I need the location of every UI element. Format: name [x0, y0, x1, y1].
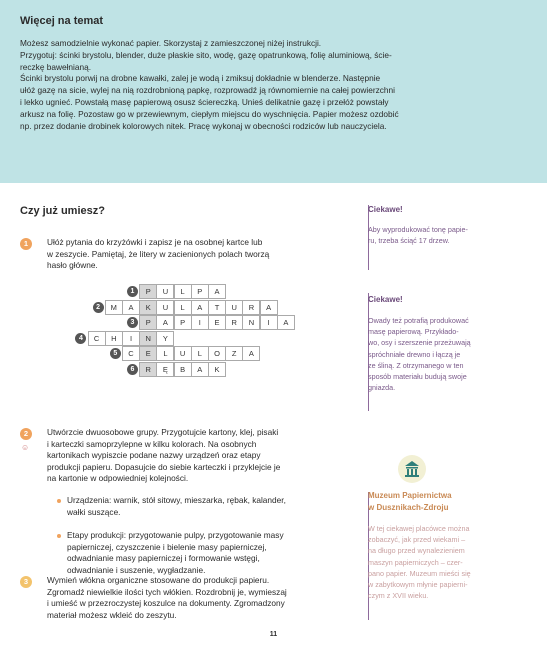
- text-line: Wymień włókna organiczne stosowane do produkcji papieru.: [47, 575, 270, 585]
- text-line: odwadnianie i suszenie, wygładzanie.: [67, 564, 206, 575]
- crossword-cell: Z: [225, 346, 243, 361]
- crossword-cell: L: [156, 346, 174, 361]
- crossword-row: [127, 362, 226, 377]
- task-2-text: [47, 427, 352, 485]
- text-line: W tej ciekawej placówce można: [368, 524, 470, 533]
- crossword-row-number: 2: [93, 302, 104, 313]
- text-line: i karteczki samoprzylepne w kilku kolorach. Na osobnych: [47, 438, 257, 449]
- crossword-cell-highlighted: P: [139, 284, 157, 299]
- text-line: materiał możesz wkleić do zeszytu.: [47, 609, 177, 620]
- text-line: Możesz samodzielnie wykonać papier. Skorzystaj z zamieszczonej niżej instrukcji.: [20, 38, 322, 48]
- text-line: Etapy produkcji: przygotowanie pulpy, przygotowanie masy: [67, 530, 284, 541]
- crossword-cell-highlighted: P: [139, 315, 157, 330]
- crossword-cell: R: [242, 300, 260, 315]
- crossword-cell: P: [191, 284, 209, 299]
- fact-box-3: [368, 490, 528, 601]
- crossword-row-number: 5: [110, 348, 121, 359]
- task-3-text: [47, 575, 352, 621]
- text-line: odwadnianie masy papierniczej i formowanie wstęgi,: [67, 553, 260, 564]
- text-line: zobaczyć, jak przed wiekami –: [368, 535, 466, 545]
- crossword-cell: A: [260, 300, 278, 315]
- crossword-cell: H: [105, 331, 123, 346]
- museum-text: [368, 523, 528, 601]
- fact-box-1: [368, 205, 528, 246]
- crossword-row-number: 4: [75, 333, 86, 344]
- more-info-text: [20, 38, 527, 132]
- text-line: na długo przed wynalezieniem: [368, 546, 465, 556]
- crossword-row: [127, 315, 295, 330]
- crossword-row: [127, 284, 226, 299]
- bullet-dot: [57, 499, 61, 503]
- crossword-cell: R: [225, 315, 243, 330]
- crossword-cell: A: [191, 300, 209, 315]
- crossword-cell: U: [225, 300, 243, 315]
- crossword-cell-highlighted: R: [139, 362, 157, 377]
- text-line: hasło główne.: [47, 260, 98, 271]
- crossword-row-number: 6: [127, 364, 138, 375]
- text-line: sposób materiału budują swoje: [368, 372, 467, 382]
- main-column: [20, 205, 365, 620]
- task-number-badge: 2: [20, 428, 32, 440]
- text-line: np. przez dodanie drobinek kolorowych nitek. Pracę wykonaj w obecności rodziców lub nauczyciela.: [20, 120, 387, 131]
- text-line: i umieść w przezroczystej koszulce na dokumenty. Zgromadzony: [47, 598, 285, 609]
- crossword-cell: A: [191, 362, 209, 377]
- crossword-cell: A: [277, 315, 295, 330]
- crossword-row: [93, 300, 278, 315]
- task-number-badge: 3: [20, 576, 32, 588]
- text-line: Owady też potrafią produkować: [368, 316, 469, 325]
- crossword-cell: A: [122, 300, 140, 315]
- crossword-cell: Ę: [156, 362, 174, 377]
- task-number-badge: 1: [20, 238, 32, 250]
- crossword-row: [110, 346, 261, 361]
- fact-box-2: [368, 295, 528, 393]
- text-line: ułóż gazę na sicie, wylej na nią rozdrobnioną papkę, rozprowadź ją równomiernie na całej powierzchni: [20, 85, 395, 96]
- text-line: i lekko ugnieć. Powstałą masę papierową osusz ściereczką. Unieś delikatnie gazę i przełóż powstały: [20, 96, 389, 107]
- text-line: Utwórzcie dwuosobowe grupy. Przygotujcie kartony, klej, pisaki: [47, 427, 279, 437]
- text-line: spróchniałe drewno i łączą je: [368, 349, 461, 359]
- crossword-row: [75, 331, 174, 346]
- text-line: gniazda.: [368, 383, 396, 393]
- text-line: czym z XVII wieku.: [368, 591, 429, 601]
- text-line: Ułóż pytania do krzyżówki i zapisz je na osobnej kartce lub: [47, 237, 263, 247]
- group-work-icon: ☺: [21, 443, 30, 452]
- text-line: maszyn papierniczych – czer-: [368, 557, 463, 567]
- bullet-dot: [57, 534, 61, 538]
- fact-box-title: Ciekawe!: [368, 205, 403, 214]
- crossword-cell: N: [242, 315, 260, 330]
- text-line: arkusz na folię. Pozostaw go w przewiewnym, ciepłym miejscu do wyschnięcia. Papier możesz ozdobić: [20, 108, 399, 119]
- text-line: kartonikach wypiszcie podane nazwy urządzeń oraz etapy: [47, 450, 261, 461]
- crossword-cell: U: [156, 300, 174, 315]
- crossword-row-number: 1: [127, 286, 138, 297]
- text-line: wałki suszące.: [67, 506, 121, 517]
- crossword-cell: K: [208, 362, 226, 377]
- bullet-list: [67, 495, 357, 577]
- crossword-cell: E: [208, 315, 226, 330]
- crossword-cell-highlighted: K: [139, 300, 157, 315]
- crossword-cell: P: [174, 315, 192, 330]
- crossword-cell: A: [156, 315, 174, 330]
- more-info-box: [0, 0, 547, 183]
- crossword-cell: U: [156, 284, 174, 299]
- text-line: w zeszycie. Pamiętaj, że litery w zacienionych polach tworzą: [47, 248, 270, 259]
- crossword-cell: I: [191, 315, 209, 330]
- more-info-title: Więcej na temat: [20, 15, 104, 27]
- text-line: w zabytkowym młynie papierni-: [368, 580, 468, 590]
- task-1-text: [47, 237, 352, 272]
- text-line: Przygotuj: ścinki brystolu, blender, duże płaskie sito, wodę, gazę opatrunkową, folię aluminiową, ście-: [20, 49, 392, 60]
- crossword-cell: O: [208, 346, 226, 361]
- crossword-cell: L: [174, 284, 192, 299]
- crossword-cell-highlighted: N: [139, 331, 157, 346]
- crossword-row-number: 3: [127, 317, 138, 328]
- page-number: 11: [269, 631, 278, 638]
- crossword-cell: T: [208, 300, 226, 315]
- crossword-cell: L: [191, 346, 209, 361]
- text-line: ze śliną. Z otrzymanego w ten: [368, 360, 464, 370]
- crossword-cell: C: [88, 331, 106, 346]
- crossword-cell: C: [122, 346, 140, 361]
- text-line: na kartonie w odpowiedniej kolejności.: [47, 473, 189, 484]
- museum-title: [368, 490, 528, 514]
- crossword-cell: L: [174, 300, 192, 315]
- bullet-item: [67, 530, 357, 576]
- text-line: wo, osy i szerszenie przeżuwają: [368, 338, 471, 348]
- text-line: produkcji papieru. Dopasujcie do siebie karteczki i przyklejcie je: [47, 461, 281, 472]
- text-line: masę papierową. Przykłado-: [368, 327, 459, 337]
- fact-box-text: [368, 224, 528, 246]
- text-line: papierniczej, czyszczenie i bielenie masy papierniczej,: [67, 541, 267, 552]
- text-line: Aby wyprodukować tonę papie-: [368, 225, 468, 234]
- text-line: Muzeum Papiernictwa: [368, 491, 452, 500]
- museum-building-icon: [398, 455, 426, 483]
- text-line: reczkę bawełnianą.: [20, 61, 92, 72]
- museum-icon: [398, 455, 426, 483]
- crossword-cell: Y: [156, 331, 174, 346]
- fact-box-title: Ciekawe!: [368, 295, 403, 304]
- crossword-cell: A: [208, 284, 226, 299]
- text-line: ru, trzeba ściąć 17 drzew.: [368, 236, 450, 246]
- fact-box-text: [368, 315, 528, 393]
- crossword-cell: I: [260, 315, 278, 330]
- crossword-cell-highlighted: E: [139, 346, 157, 361]
- text-line: Ścinki brystolu porwij na drobne kawałki, zalej je wodą i zmiksuj dokładnie w blenderze. Następnie: [20, 73, 381, 84]
- crossword-cell: A: [242, 346, 260, 361]
- crossword-cell: I: [122, 331, 140, 346]
- text-line: Urządzenia: warnik, stół sitowy, mieszarka, rębak, kalander,: [67, 495, 286, 505]
- crossword-cell: M: [105, 300, 123, 315]
- crossword-cell: U: [174, 346, 192, 361]
- text-line: Zgromadź niewielkie ilości tych włókien. Rozdrobnij je, wymieszaj: [47, 586, 287, 597]
- text-line: pano papier. Muzeum mieści się: [368, 568, 471, 578]
- section-title: Czy już umiesz?: [20, 205, 105, 217]
- bullet-item: [67, 495, 357, 518]
- text-line: w Dusznikach-Zdroju: [368, 503, 449, 512]
- crossword-cell: B: [174, 362, 192, 377]
